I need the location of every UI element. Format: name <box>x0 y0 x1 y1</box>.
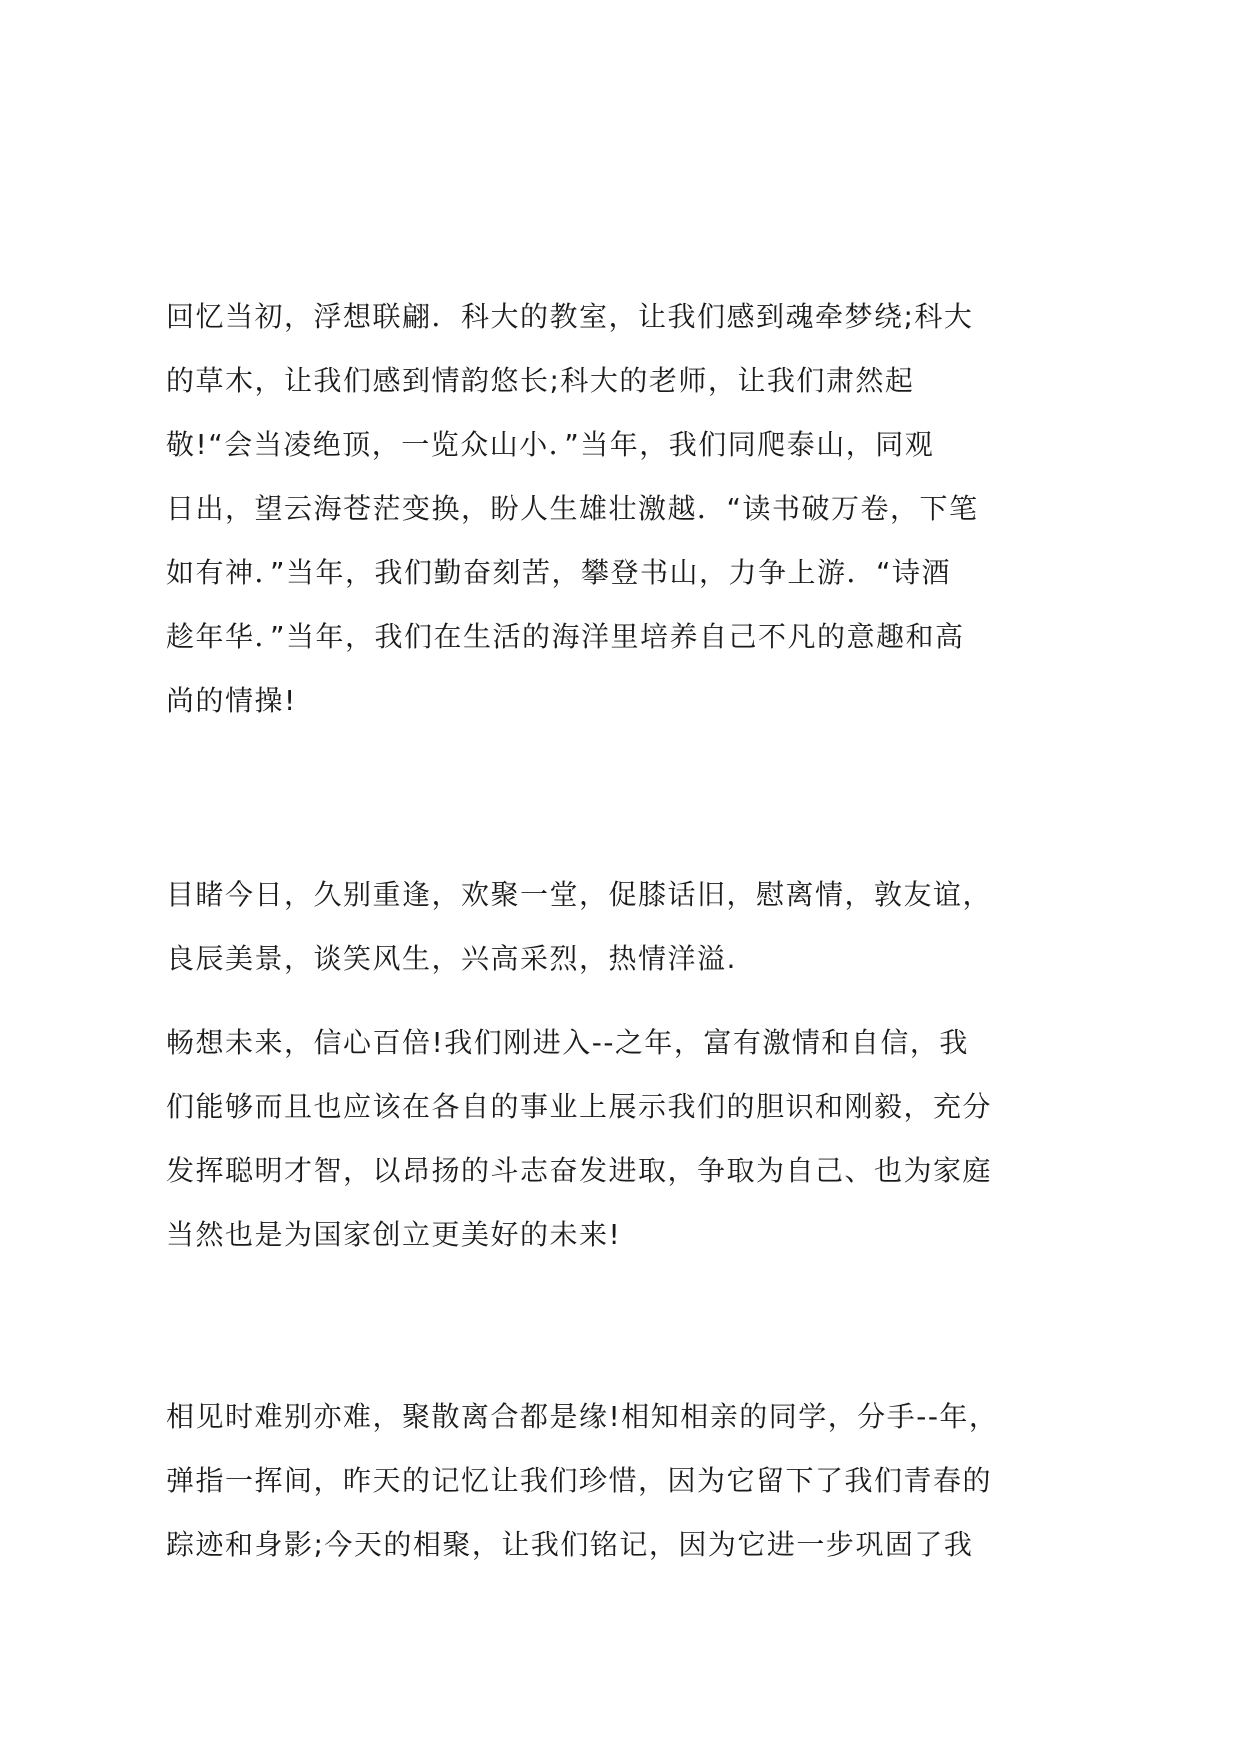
text-line: 们能够而且也应该在各自的事业上展示我们的胆识和刚毅，充分 <box>166 1090 993 1123</box>
paragraph-reunion <box>166 1385 1096 1577</box>
text-line: 敬!“会当凌绝顶，一览众山小．”当年，我们同爬泰山，同观 <box>166 428 935 461</box>
paragraph-future <box>166 1011 1096 1267</box>
text-line: 回忆当初，浮想联翩．科大的教室，让我们感到魂牵梦绕;科大 <box>166 300 974 333</box>
text-line: 发挥聪明才智，以昂扬的斗志奋发进取，争取为自己、也为家庭 <box>166 1154 993 1187</box>
text-line: 趁年华．”当年，我们在生活的海洋里培养自己不凡的意趣和高 <box>166 620 965 653</box>
paragraph-today <box>166 863 1096 991</box>
text-line: 踪迹和身影;今天的相聚，让我们铭记，因为它进一步巩固了我 <box>166 1528 974 1561</box>
text-line: 畅想未来，信心百倍!我们刚进入--之年，富有激情和自信，我 <box>166 1026 969 1059</box>
text-line: 弹指一挥间，昨天的记忆让我们珍惜，因为它留下了我们青春的 <box>166 1464 993 1497</box>
text-line: 相见时难别亦难，聚散离合都是缘!相知相亲的同学，分手--年， <box>166 1400 999 1433</box>
text-line: 当然也是为国家创立更美好的未来! <box>166 1218 622 1251</box>
text-line: 目睹今日，久别重逢，欢聚一堂，促膝话旧，慰离情，敦友谊， <box>166 878 993 911</box>
text-line: 尚的情操! <box>166 684 297 717</box>
text-line: 的草木，让我们感到情韵悠长;科大的老师，让我们肃然起 <box>166 364 915 397</box>
text-line: 如有神．”当年，我们勤奋刻苦，攀登书山，力争上游．“诗酒 <box>166 556 952 589</box>
text-line: 日出，望云海苍茫变换，盼人生雄壮激越．“读书破万卷，下笔 <box>166 492 979 525</box>
text-line: 良辰美景，谈笑风生，兴高采烈，热情洋溢. <box>166 942 737 975</box>
paragraph-recollection <box>166 285 1096 733</box>
